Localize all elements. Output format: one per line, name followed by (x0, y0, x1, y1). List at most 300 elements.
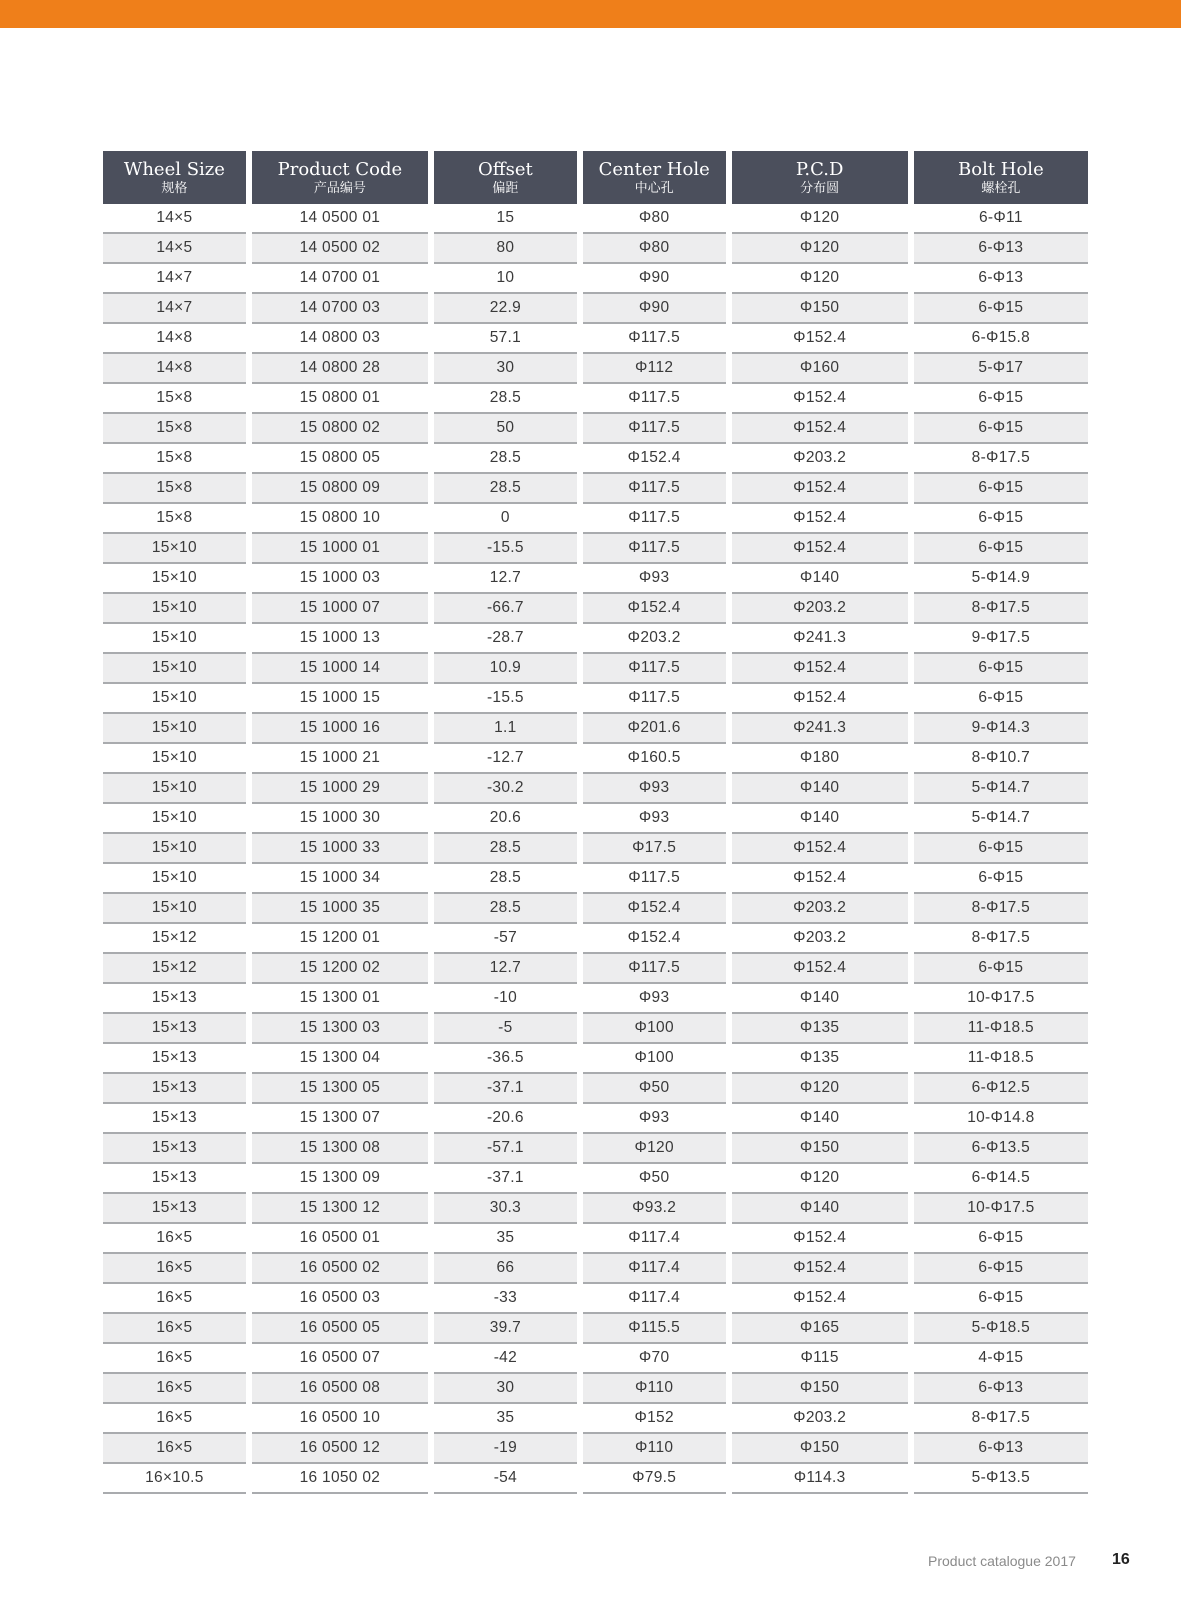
cell-wheel-size: 16×5 (103, 1344, 246, 1374)
cell-center-hole: Φ120 (583, 1134, 726, 1164)
cell-bolt-hole: 6-Φ11 (914, 204, 1088, 234)
cell-bolt-hole: 10-Φ14.8 (914, 1104, 1088, 1134)
cell-bolt-hole: 9-Φ14.3 (914, 714, 1088, 744)
cell-pcd: Φ120 (732, 234, 908, 264)
cell-product-code: 15 0800 02 (252, 414, 428, 444)
cell-offset: 57.1 (434, 324, 577, 354)
cell-wheel-size: 15×13 (103, 1164, 246, 1194)
table-row (103, 654, 1088, 684)
cell-bolt-hole: 5-Φ18.5 (914, 1314, 1088, 1344)
cell-center-hole: Φ50 (583, 1074, 726, 1104)
cell-wheel-size: 15×10 (103, 804, 246, 834)
table-row (103, 1194, 1088, 1224)
cell-product-code: 15 1000 30 (252, 804, 428, 834)
cell-center-hole: Φ93 (583, 774, 726, 804)
cell-offset: -15.5 (434, 684, 577, 714)
cell-pcd: Φ152.4 (732, 474, 908, 504)
cell-wheel-size: 15×8 (103, 444, 246, 474)
cell-product-code: 16 0500 12 (252, 1434, 428, 1464)
cell-offset: -37.1 (434, 1074, 577, 1104)
cell-bolt-hole: 8-Φ17.5 (914, 924, 1088, 954)
cell-pcd: Φ203.2 (732, 894, 908, 924)
cell-center-hole: Φ110 (583, 1434, 726, 1464)
cell-offset: 30.3 (434, 1194, 577, 1224)
cell-center-hole: Φ201.6 (583, 714, 726, 744)
cell-product-code: 15 1300 08 (252, 1134, 428, 1164)
cell-bolt-hole: 5-Φ17 (914, 354, 1088, 384)
cell-bolt-hole: 6-Φ15 (914, 684, 1088, 714)
cell-center-hole: Φ152 (583, 1404, 726, 1434)
cell-bolt-hole: 6-Φ15 (914, 504, 1088, 534)
cell-wheel-size: 15×10 (103, 894, 246, 924)
cell-center-hole: Φ90 (583, 294, 726, 324)
cell-product-code: 15 1300 12 (252, 1194, 428, 1224)
cell-wheel-size: 15×12 (103, 954, 246, 984)
cell-wheel-size: 14×8 (103, 354, 246, 384)
cell-wheel-size: 14×5 (103, 204, 246, 234)
cell-wheel-size: 15×13 (103, 984, 246, 1014)
cell-offset: 28.5 (434, 384, 577, 414)
cell-wheel-size: 16×5 (103, 1314, 246, 1344)
cell-wheel-size: 15×10 (103, 744, 246, 774)
cell-center-hole: Φ93 (583, 804, 726, 834)
cell-pcd: Φ140 (732, 1104, 908, 1134)
cell-wheel-size: 15×8 (103, 474, 246, 504)
cell-bolt-hole: 6-Φ13 (914, 1374, 1088, 1404)
cell-center-hole: Φ100 (583, 1014, 726, 1044)
cell-offset: -30.2 (434, 774, 577, 804)
table-row (103, 624, 1088, 654)
cell-center-hole: Φ117.4 (583, 1224, 726, 1254)
cell-product-code: 16 0500 01 (252, 1224, 428, 1254)
cell-offset: -12.7 (434, 744, 577, 774)
cell-bolt-hole: 6-Φ13 (914, 234, 1088, 264)
cell-wheel-size: 15×13 (103, 1044, 246, 1074)
cell-wheel-size: 16×5 (103, 1434, 246, 1464)
cell-pcd: Φ152.4 (732, 324, 908, 354)
cell-product-code: 14 0800 03 (252, 324, 428, 354)
cell-offset: -28.7 (434, 624, 577, 654)
cell-center-hole: Φ110 (583, 1374, 726, 1404)
cell-product-code: 16 0500 02 (252, 1254, 428, 1284)
cell-pcd: Φ150 (732, 1434, 908, 1464)
cell-product-code: 15 1000 07 (252, 594, 428, 624)
cell-wheel-size: 15×13 (103, 1074, 246, 1104)
cell-wheel-size: 15×10 (103, 684, 246, 714)
cell-center-hole: Φ17.5 (583, 834, 726, 864)
cell-pcd: Φ152.4 (732, 834, 908, 864)
cell-product-code: 15 1200 02 (252, 954, 428, 984)
cell-pcd: Φ152.4 (732, 684, 908, 714)
cell-product-code: 16 0500 08 (252, 1374, 428, 1404)
wheel-spec-table (97, 151, 1094, 1494)
cell-wheel-size: 15×13 (103, 1104, 246, 1134)
cell-pcd: Φ140 (732, 984, 908, 1014)
table-row (103, 1284, 1088, 1314)
cell-center-hole: Φ80 (583, 204, 726, 234)
cell-pcd: Φ150 (732, 1374, 908, 1404)
cell-wheel-size: 15×8 (103, 384, 246, 414)
table-row (103, 1344, 1088, 1374)
cell-product-code: 15 1000 14 (252, 654, 428, 684)
cell-wheel-size: 15×13 (103, 1134, 246, 1164)
cell-wheel-size: 15×10 (103, 594, 246, 624)
cell-offset: -15.5 (434, 534, 577, 564)
cell-bolt-hole: 6-Φ13 (914, 1434, 1088, 1464)
cell-product-code: 15 1000 03 (252, 564, 428, 594)
cell-pcd: Φ203.2 (732, 594, 908, 624)
cell-product-code: 15 1300 05 (252, 1074, 428, 1104)
cell-wheel-size: 15×8 (103, 504, 246, 534)
table-row (103, 744, 1088, 774)
cell-product-code: 15 1000 15 (252, 684, 428, 714)
cell-pcd: Φ115 (732, 1344, 908, 1374)
table-row (103, 1254, 1088, 1284)
table-row (103, 1464, 1088, 1494)
cell-pcd: Φ140 (732, 804, 908, 834)
table-row (103, 1164, 1088, 1194)
cell-bolt-hole: 8-Φ17.5 (914, 894, 1088, 924)
cell-offset: 28.5 (434, 444, 577, 474)
cell-bolt-hole: 6-Φ15 (914, 834, 1088, 864)
cell-bolt-hole: 5-Φ14.7 (914, 774, 1088, 804)
cell-pcd: Φ241.3 (732, 624, 908, 654)
cell-product-code: 15 1000 35 (252, 894, 428, 924)
cell-pcd: Φ152.4 (732, 1224, 908, 1254)
cell-center-hole: Φ100 (583, 1044, 726, 1074)
cell-center-hole: Φ117.5 (583, 324, 726, 354)
cell-wheel-size: 16×5 (103, 1254, 246, 1284)
cell-wheel-size: 15×10 (103, 624, 246, 654)
table-body (103, 204, 1088, 1494)
cell-center-hole: Φ117.4 (583, 1254, 726, 1284)
cell-pcd: Φ135 (732, 1044, 908, 1074)
cell-offset: 28.5 (434, 834, 577, 864)
table-row (103, 1104, 1088, 1134)
cell-product-code: 14 0800 28 (252, 354, 428, 384)
table-row (103, 1074, 1088, 1104)
cell-pcd: Φ152.4 (732, 864, 908, 894)
cell-product-code: 16 0500 07 (252, 1344, 428, 1374)
cell-offset: -20.6 (434, 1104, 577, 1134)
cell-center-hole: Φ152.4 (583, 594, 726, 624)
cell-offset: 50 (434, 414, 577, 444)
table-row (103, 1134, 1088, 1164)
cell-bolt-hole: 8-Φ17.5 (914, 594, 1088, 624)
cell-offset: 30 (434, 354, 577, 384)
table-row (103, 774, 1088, 804)
table-row (103, 204, 1088, 234)
table-row (103, 1374, 1088, 1404)
cell-product-code: 15 1000 34 (252, 864, 428, 894)
cell-product-code: 14 0500 02 (252, 234, 428, 264)
cell-product-code: 14 0700 01 (252, 264, 428, 294)
table-row (103, 1224, 1088, 1254)
footer-catalogue-label: Product catalogue 2017 (928, 1553, 1076, 1569)
table-row (103, 834, 1088, 864)
cell-offset: -33 (434, 1284, 577, 1314)
top-accent-bar (0, 0, 1181, 28)
cell-wheel-size: 16×5 (103, 1374, 246, 1404)
table-row (103, 1314, 1088, 1344)
cell-pcd: Φ120 (732, 1164, 908, 1194)
cell-center-hole: Φ152.4 (583, 924, 726, 954)
cell-offset: -19 (434, 1434, 577, 1464)
cell-pcd: Φ152.4 (732, 534, 908, 564)
cell-bolt-hole: 6-Φ15 (914, 414, 1088, 444)
cell-product-code: 15 1300 03 (252, 1014, 428, 1044)
cell-product-code: 16 0500 03 (252, 1284, 428, 1314)
cell-offset: 35 (434, 1224, 577, 1254)
cell-offset: 1.1 (434, 714, 577, 744)
cell-offset: 12.7 (434, 564, 577, 594)
cell-pcd: Φ152.4 (732, 384, 908, 414)
cell-offset: 80 (434, 234, 577, 264)
cell-offset: 28.5 (434, 864, 577, 894)
cell-product-code: 15 1000 21 (252, 744, 428, 774)
table-row (103, 894, 1088, 924)
cell-center-hole: Φ117.5 (583, 534, 726, 564)
table-row (103, 1014, 1088, 1044)
cell-bolt-hole: 6-Φ15 (914, 954, 1088, 984)
cell-wheel-size: 15×10 (103, 864, 246, 894)
cell-center-hole: Φ117.5 (583, 684, 726, 714)
cell-pcd: Φ241.3 (732, 714, 908, 744)
cell-product-code: 15 0800 01 (252, 384, 428, 414)
cell-bolt-hole: 11-Φ18.5 (914, 1014, 1088, 1044)
table-row (103, 1404, 1088, 1434)
table-row (103, 684, 1088, 714)
cell-wheel-size: 15×10 (103, 714, 246, 744)
cell-bolt-hole: 8-Φ17.5 (914, 1404, 1088, 1434)
cell-center-hole: Φ115.5 (583, 1314, 726, 1344)
cell-product-code: 15 1000 16 (252, 714, 428, 744)
cell-offset: 66 (434, 1254, 577, 1284)
cell-center-hole: Φ117.5 (583, 954, 726, 984)
cell-pcd: Φ203.2 (732, 444, 908, 474)
wheel-spec-table-container (103, 151, 1088, 1494)
cell-bolt-hole: 6-Φ13 (914, 264, 1088, 294)
cell-center-hole: Φ117.5 (583, 504, 726, 534)
cell-product-code: 15 1000 29 (252, 774, 428, 804)
cell-offset: 28.5 (434, 894, 577, 924)
cell-pcd: Φ203.2 (732, 1404, 908, 1434)
cell-offset: -10 (434, 984, 577, 1014)
cell-bolt-hole: 5-Φ14.7 (914, 804, 1088, 834)
cell-pcd: Φ160 (732, 354, 908, 384)
cell-center-hole: Φ93.2 (583, 1194, 726, 1224)
cell-wheel-size: 14×7 (103, 264, 246, 294)
header-bolt-hole: Bolt Hole 螺栓孔 (914, 151, 1088, 204)
cell-bolt-hole: 6-Φ14.5 (914, 1164, 1088, 1194)
cell-product-code: 15 0800 10 (252, 504, 428, 534)
cell-product-code: 14 0700 03 (252, 294, 428, 324)
table-row (103, 534, 1088, 564)
cell-center-hole: Φ203.2 (583, 624, 726, 654)
cell-center-hole: Φ90 (583, 264, 726, 294)
cell-offset: 28.5 (434, 474, 577, 504)
cell-product-code: 16 1050 02 (252, 1464, 428, 1494)
cell-offset: 39.7 (434, 1314, 577, 1344)
cell-bolt-hole: 11-Φ18.5 (914, 1044, 1088, 1074)
table-row (103, 924, 1088, 954)
cell-pcd: Φ152.4 (732, 414, 908, 444)
table-row (103, 594, 1088, 624)
header-pcd: P.C.D 分布圆 (732, 151, 908, 204)
cell-bolt-hole: 6-Φ13.5 (914, 1134, 1088, 1164)
cell-pcd: Φ152.4 (732, 654, 908, 684)
cell-bolt-hole: 9-Φ17.5 (914, 624, 1088, 654)
cell-bolt-hole: 10-Φ17.5 (914, 984, 1088, 1014)
cell-offset: 15 (434, 204, 577, 234)
cell-pcd: Φ120 (732, 264, 908, 294)
cell-product-code: 15 1300 07 (252, 1104, 428, 1134)
cell-pcd: Φ150 (732, 294, 908, 324)
cell-center-hole: Φ93 (583, 564, 726, 594)
cell-wheel-size: 14×7 (103, 294, 246, 324)
cell-product-code: 14 0500 01 (252, 204, 428, 234)
header-center-hole: Center Hole 中心孔 (583, 151, 726, 204)
header-wheel-size: Wheel Size 规格 (103, 151, 246, 204)
cell-bolt-hole: 8-Φ10.7 (914, 744, 1088, 774)
table-row (103, 714, 1088, 744)
table-header-row (103, 151, 1088, 204)
table-row (103, 444, 1088, 474)
cell-center-hole: Φ93 (583, 984, 726, 1014)
cell-center-hole: Φ70 (583, 1344, 726, 1374)
cell-wheel-size: 14×8 (103, 324, 246, 354)
cell-bolt-hole: 6-Φ15 (914, 1284, 1088, 1314)
cell-product-code: 15 1000 13 (252, 624, 428, 654)
cell-offset: -37.1 (434, 1164, 577, 1194)
table-row (103, 414, 1088, 444)
cell-center-hole: Φ80 (583, 234, 726, 264)
cell-pcd: Φ150 (732, 1134, 908, 1164)
cell-product-code: 15 1000 33 (252, 834, 428, 864)
table-row (103, 354, 1088, 384)
header-offset: Offset 偏距 (434, 151, 577, 204)
cell-offset: 0 (434, 504, 577, 534)
cell-bolt-hole: 6-Φ15.8 (914, 324, 1088, 354)
cell-center-hole: Φ93 (583, 1104, 726, 1134)
table-row (103, 564, 1088, 594)
cell-pcd: Φ165 (732, 1314, 908, 1344)
cell-offset: 30 (434, 1374, 577, 1404)
cell-product-code: 15 0800 09 (252, 474, 428, 504)
cell-pcd: Φ203.2 (732, 924, 908, 954)
cell-center-hole: Φ117.5 (583, 474, 726, 504)
cell-center-hole: Φ79.5 (583, 1464, 726, 1494)
cell-product-code: 15 1300 04 (252, 1044, 428, 1074)
cell-bolt-hole: 6-Φ15 (914, 384, 1088, 414)
page-number: 16 (1112, 1551, 1130, 1568)
cell-pcd: Φ152.4 (732, 954, 908, 984)
cell-offset: -36.5 (434, 1044, 577, 1074)
cell-offset: 20.6 (434, 804, 577, 834)
cell-wheel-size: 15×12 (103, 924, 246, 954)
cell-bolt-hole: 5-Φ14.9 (914, 564, 1088, 594)
table-row (103, 474, 1088, 504)
cell-pcd: Φ140 (732, 774, 908, 804)
cell-bolt-hole: 8-Φ17.5 (914, 444, 1088, 474)
cell-wheel-size: 15×10 (103, 534, 246, 564)
cell-bolt-hole: 4-Φ15 (914, 1344, 1088, 1374)
cell-wheel-size: 15×10 (103, 774, 246, 804)
cell-pcd: Φ135 (732, 1014, 908, 1044)
cell-center-hole: Φ117.5 (583, 414, 726, 444)
cell-wheel-size: 16×5 (103, 1404, 246, 1434)
table-row (103, 264, 1088, 294)
cell-wheel-size: 16×5 (103, 1224, 246, 1254)
cell-wheel-size: 15×10 (103, 564, 246, 594)
cell-offset: 10.9 (434, 654, 577, 684)
cell-product-code: 15 1000 01 (252, 534, 428, 564)
cell-product-code: 16 0500 10 (252, 1404, 428, 1434)
cell-offset: -57.1 (434, 1134, 577, 1164)
cell-bolt-hole: 6-Φ15 (914, 654, 1088, 684)
cell-center-hole: Φ117.5 (583, 654, 726, 684)
table-row (103, 984, 1088, 1014)
cell-center-hole: Φ152.4 (583, 894, 726, 924)
header-product-code: Product Code 产品编号 (252, 151, 428, 204)
cell-pcd: Φ120 (732, 204, 908, 234)
cell-wheel-size: 16×10.5 (103, 1464, 246, 1494)
cell-offset: 22.9 (434, 294, 577, 324)
table-row (103, 384, 1088, 414)
cell-bolt-hole: 6-Φ15 (914, 294, 1088, 324)
cell-offset: -57 (434, 924, 577, 954)
cell-bolt-hole: 5-Φ13.5 (914, 1464, 1088, 1494)
table-row (103, 1434, 1088, 1464)
cell-pcd: Φ152.4 (732, 504, 908, 534)
cell-center-hole: Φ117.5 (583, 384, 726, 414)
cell-bolt-hole: 6-Φ15 (914, 474, 1088, 504)
cell-center-hole: Φ50 (583, 1164, 726, 1194)
cell-pcd: Φ120 (732, 1074, 908, 1104)
cell-pcd: Φ114.3 (732, 1464, 908, 1494)
cell-pcd: Φ140 (732, 1194, 908, 1224)
table-row (103, 234, 1088, 264)
cell-product-code: 16 0500 05 (252, 1314, 428, 1344)
cell-wheel-size: 15×13 (103, 1014, 246, 1044)
cell-center-hole: Φ117.5 (583, 864, 726, 894)
cell-offset: 10 (434, 264, 577, 294)
cell-center-hole: Φ117.4 (583, 1284, 726, 1314)
cell-center-hole: Φ160.5 (583, 744, 726, 774)
cell-offset: 35 (434, 1404, 577, 1434)
cell-offset: -42 (434, 1344, 577, 1374)
cell-pcd: Φ180 (732, 744, 908, 774)
cell-bolt-hole: 6-Φ15 (914, 864, 1088, 894)
cell-pcd: Φ140 (732, 564, 908, 594)
cell-center-hole: Φ112 (583, 354, 726, 384)
table-row (103, 864, 1088, 894)
cell-pcd: Φ152.4 (732, 1284, 908, 1314)
cell-offset: 12.7 (434, 954, 577, 984)
table-row (103, 804, 1088, 834)
cell-pcd: Φ152.4 (732, 1254, 908, 1284)
table-row (103, 294, 1088, 324)
cell-bolt-hole: 6-Φ15 (914, 1254, 1088, 1284)
cell-wheel-size: 15×13 (103, 1194, 246, 1224)
cell-bolt-hole: 6-Φ15 (914, 534, 1088, 564)
cell-bolt-hole: 6-Φ12.5 (914, 1074, 1088, 1104)
table-row (103, 954, 1088, 984)
cell-product-code: 15 1200 01 (252, 924, 428, 954)
cell-offset: -66.7 (434, 594, 577, 624)
cell-wheel-size: 15×10 (103, 834, 246, 864)
cell-bolt-hole: 10-Φ17.5 (914, 1194, 1088, 1224)
